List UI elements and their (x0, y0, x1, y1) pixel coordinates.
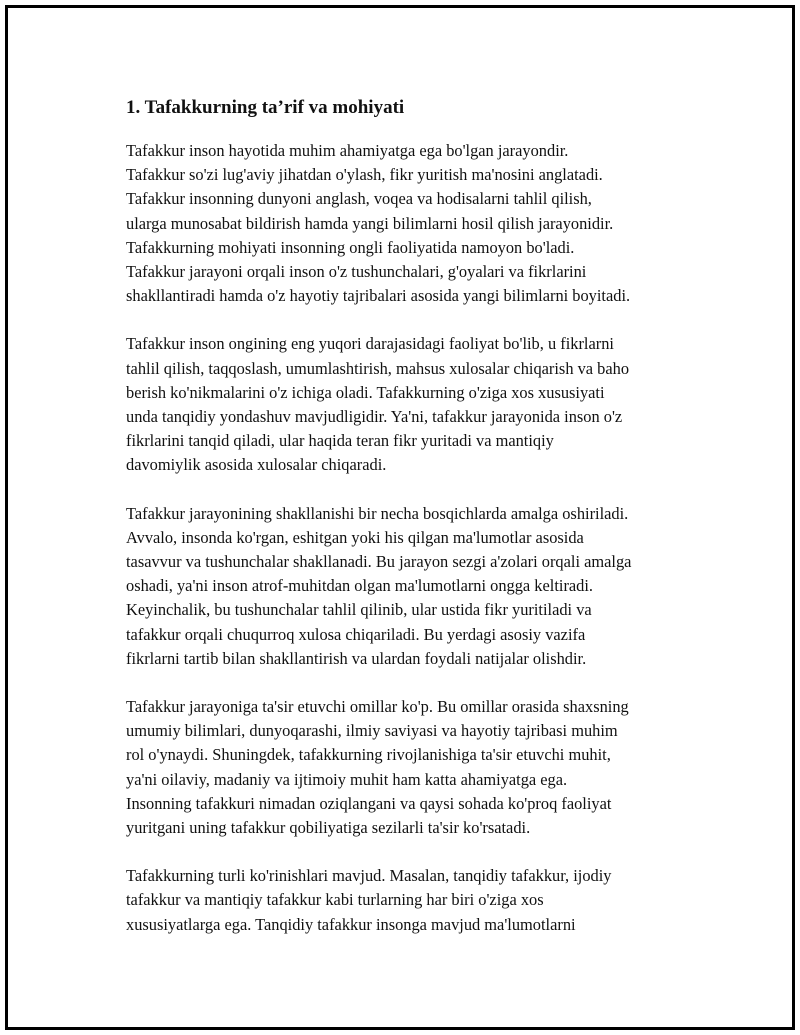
text-line: unda tanqidiy yondashuv mavjudligidir. Ya'ni, tafakkur jarayonida inson o'z (126, 407, 623, 427)
text-line: ya'ni oilaviy, madaniy va ijtimoiy muhit ham katta ahamiyatga ega. (126, 769, 568, 789)
text-line: berish ko'nikmalarini o'z ichiga oladi. Tafakkurning o'ziga xos xususiyati (126, 382, 605, 402)
text-line: Tafakkurning turli ko'rinishlari mavjud. Masalan, tanqidiy tafakkur, ijodiy (126, 866, 612, 886)
text-line: Tafakkur inson ongining eng yuqori darajasidagi faoliyat bo'lib, u fikrlarni (126, 334, 614, 354)
text-line: shakllantiradi hamda o'z hayotiy tajribalari asosida yangi bilimlarni boyitadi. (126, 286, 631, 306)
paragraph-5 (126, 864, 718, 937)
text-line: Tafakkur jarayoniga ta'sir etuvchi omillar ko'p. Bu omillar orasida shaxsning (126, 697, 629, 717)
text-line: xususiyatlarga ega. Tanqidiy tafakkur insonga mavjud ma'lumotlarni (126, 914, 576, 934)
section-heading: 1. Tafakkurning ta’rif va mohiyati (126, 97, 405, 118)
text-line: tafakkur va mantiqiy tafakkur kabi turlarning har biri o'ziga xos (126, 890, 544, 910)
text-line: tasavvur va tushunchalar shakllanadi. Bu jarayon sezgi a'zolari orqali amalga (126, 552, 632, 572)
document-content (118, 96, 718, 961)
text-line: Avvalo, insonda ko'rgan, eshitgan yoki his qilgan ma'lumotlar asosida (126, 527, 584, 547)
text-line: Insonning tafakkuri nimadan oziqlangani va qaysi sohada ko'proq faoliyat (126, 793, 612, 813)
text-line: fikrlarni tartib bilan shakllantirish va ulardan foydali natijalar olishdir. (126, 648, 587, 668)
text-line: oshadi, ya'ni inson atrof-muhitdan olgan ma'lumotlarni ongga keltiradi. (126, 576, 594, 596)
page-frame (5, 5, 795, 1030)
text-line: Tafakkur jarayoni orqali inson o'z tushunchalari, g'oyalari va fikrlarini (126, 262, 587, 282)
paragraph-2 (126, 332, 718, 477)
text-line: umumiy bilimlari, dunyoqarashi, ilmiy saviyasi va hayotiy tajribasi muhim (126, 721, 618, 741)
paragraph-3 (126, 502, 718, 671)
text-line: Keyinchalik, bu tushunchalar tahlil qilinib, ular ustida fikr yuritiladi va (126, 600, 592, 620)
text-line: tafakkur orqali chuqurroq xulosa chiqariladi. Bu yerdagi asosiy vazifa (126, 624, 586, 644)
paragraph-4 (126, 695, 718, 840)
text-line: tahlil qilish, taqqoslash, umumlashtirish, mahsus xulosalar chiqarish va baho (126, 358, 630, 378)
paragraph-1 (126, 139, 718, 308)
text-line: fikrlarini tanqid qiladi, ular haqida teran fikr yuritadi va mantiqiy (126, 431, 554, 451)
text-line: Tafakkur jarayonining shakllanishi bir necha bosqichlarda amalga oshiriladi. (126, 503, 629, 523)
text-line: yuritgani uning tafakkur qobiliyatiga sezilarli ta'sir ko'rsatadi. (126, 818, 531, 838)
text-line: Tafakkur inson hayotida muhim ahamiyatga ega bo'lgan jarayondir. (126, 141, 569, 160)
text-line: rol o'ynaydi. Shuningdek, tafakkurning rivojlanishiga ta'sir etuvchi muhit, (126, 745, 611, 765)
text-line: davomiylik asosida xulosalar chiqaradi. (126, 455, 387, 475)
text-line: Tafakkur so'zi lug'aviy jihatdan o'ylash, fikr yuritish ma'nosini anglatadi. (126, 165, 603, 185)
text-line: Tafakkur insonning dunyoni anglash, voqea va hodisalarni tahlil qilish, (126, 189, 592, 209)
text-line: Tafakkurning mohiyati insonning ongli faoliyatida namoyon bo'ladi. (126, 237, 575, 257)
text-line: ularga munosabat bildirish hamda yangi bilimlarni hosil qilish jarayonidir. (126, 213, 614, 233)
